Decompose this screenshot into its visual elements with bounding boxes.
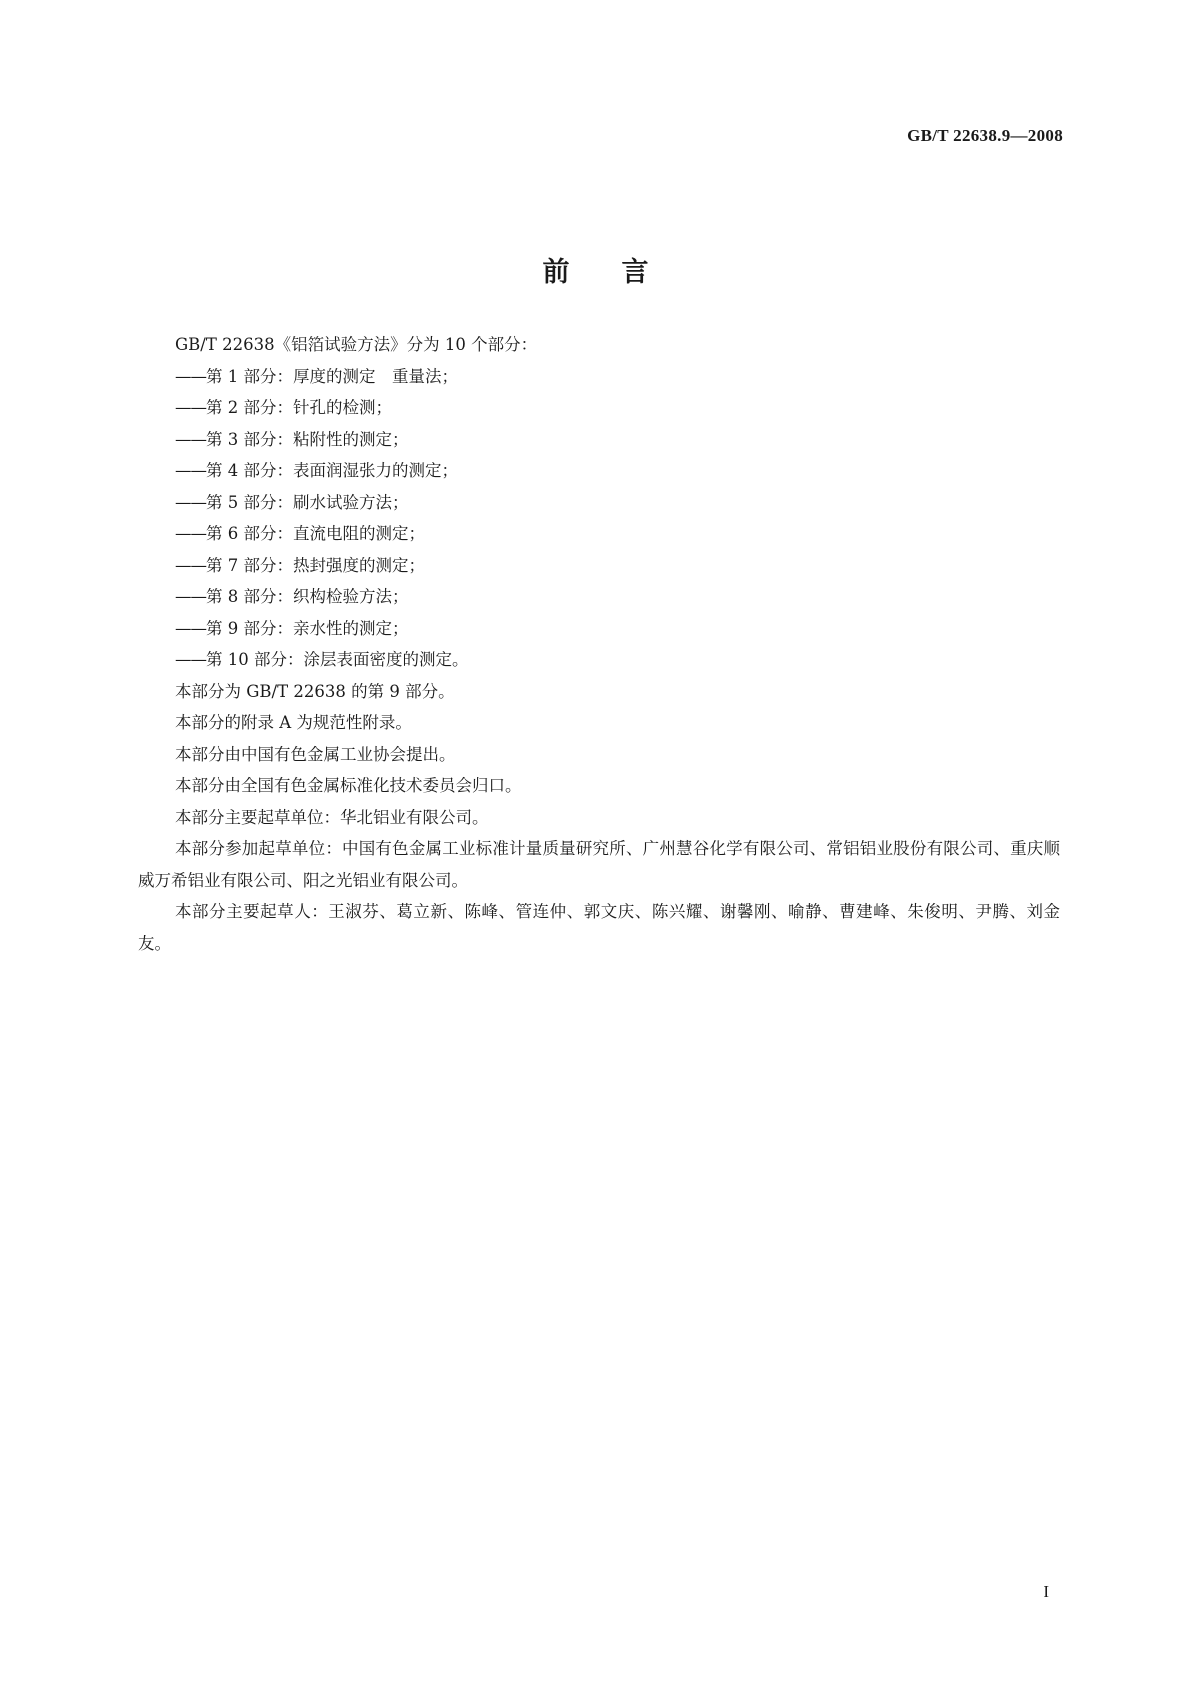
- list-dash: ——: [175, 524, 206, 543]
- list-item-text: 第 6 部分：直流电阻的测定；: [206, 524, 425, 543]
- centralized-by-statement: 本部分由全国有色金属标准化技术委员会归口。: [175, 776, 522, 795]
- page-number: I: [1043, 1582, 1049, 1601]
- list-item: [138, 361, 1060, 393]
- list-item-text: 第 5 部分：刷水试验方法；: [206, 492, 409, 512]
- list-item: [138, 392, 1060, 424]
- parts-intro: GB/T 22638《铝箔试验方法》分为 10 个部分：: [175, 335, 538, 354]
- list-item-text: 第 4 部分：表面润湿张力的测定；: [206, 461, 458, 480]
- list-dash: ——: [175, 429, 206, 449]
- list-item: [138, 613, 1060, 645]
- list-item-text: 第 7 部分：热封强度的测定；: [206, 555, 425, 575]
- list-dash: ——: [175, 618, 206, 638]
- list-item-text: 第 9 部分：亲水性的测定；: [206, 618, 409, 638]
- list-item: [138, 487, 1060, 519]
- list-dash: ——: [175, 366, 206, 386]
- list-dash: ——: [175, 555, 206, 575]
- list-item: [138, 550, 1060, 582]
- list-item: [138, 518, 1060, 550]
- list-item: [138, 455, 1060, 487]
- page-title: 前言: [542, 257, 701, 289]
- this-part-statement: 本部分为 GB/T 22638 的第 9 部分。: [175, 681, 455, 701]
- list-dash: ——: [175, 587, 206, 606]
- list-item-text: 第 2 部分：针孔的检测；: [206, 398, 392, 417]
- list-item: [138, 644, 1060, 676]
- list-dash: ——: [175, 492, 206, 512]
- list-item-text: 第 8 部分：织构检验方法；: [206, 587, 409, 606]
- list-dash: ——: [175, 398, 206, 417]
- participating-units-statement: 本部分参加起草单位：中国有色金属工业标准计量质量研究所、广州慧谷化学有限公司、常铝铝业股份有限公司、重庆顺威万希铝业有限公司、阳之光铝业有限公司。: [138, 839, 1060, 890]
- list-item-text: 第 3 部分：粘附性的测定；: [206, 429, 409, 449]
- main-drafters-statement: 本部分主要起草人：王淑芬、葛立新、陈峰、管连仲、郭文庆、陈兴耀、谢馨刚、喻静、曹建峰、朱俊明、尹腾、刘金友。: [138, 902, 1060, 953]
- list-dash: ——: [175, 461, 206, 480]
- list-item: [138, 424, 1060, 456]
- proposed-by-statement: 本部分由中国有色金属工业协会提出。: [175, 744, 456, 764]
- annex-statement: 本部分的附录 A 为规范性附录。: [175, 713, 412, 732]
- list-item-text: 第 1 部分：厚度的测定 重量法；: [206, 366, 458, 386]
- foreword-body: [138, 329, 1060, 959]
- main-drafting-unit-statement: 本部分主要起草单位：华北铝业有限公司。: [175, 807, 489, 827]
- list-dash: ——: [175, 650, 206, 669]
- standard-number: GB/T 22638.9—2008: [907, 126, 1063, 145]
- list-item-text: 第 10 部分：涂层表面密度的测定。: [206, 650, 469, 669]
- list-item: [138, 581, 1060, 613]
